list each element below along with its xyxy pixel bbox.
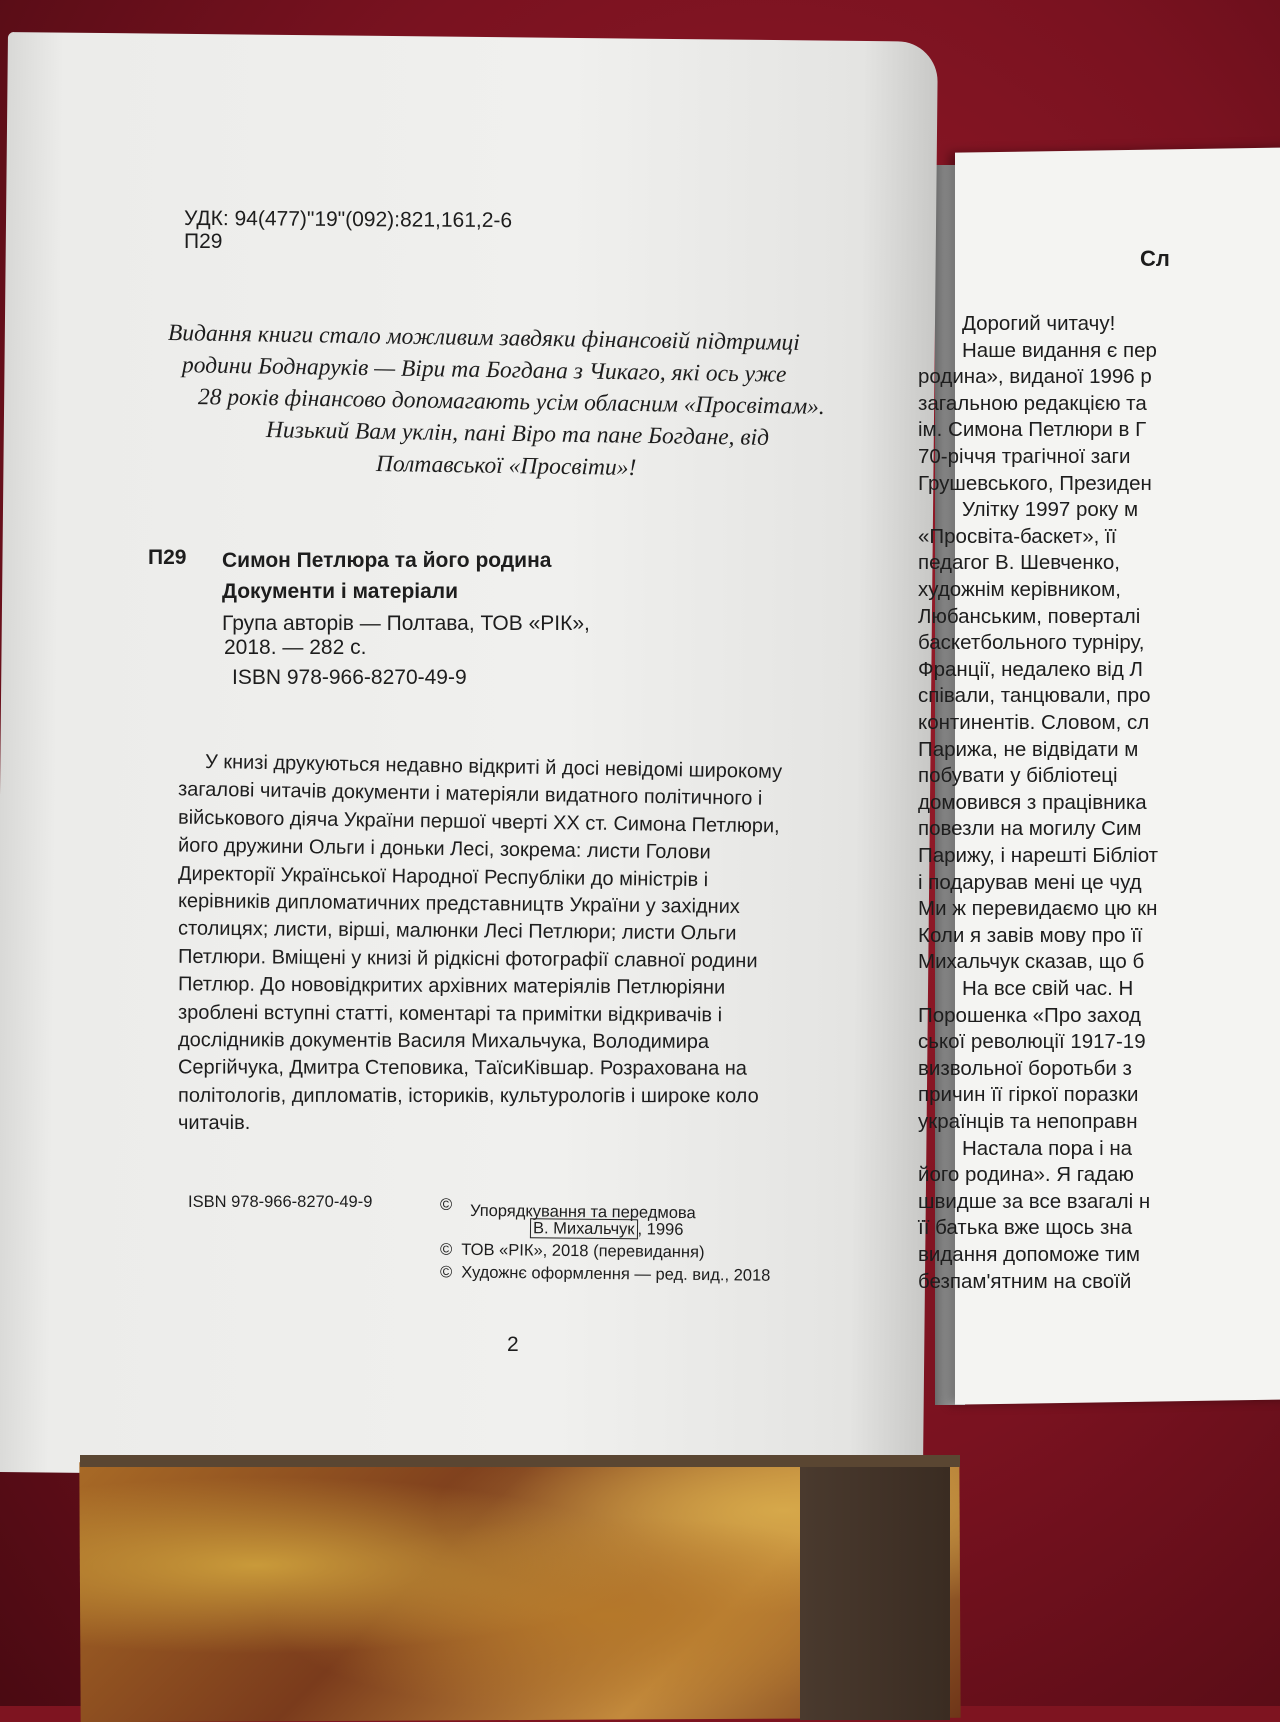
right-page-line: Парижа, не відвідати м: [918, 737, 1139, 761]
right-page-line: Любанським, поверталі: [918, 604, 1141, 628]
annotation-line: загалові читачів документи і матеріяли видатного політичного і: [177, 778, 763, 811]
annotation-line: дослідників документів Василя Михальчука, Володимира: [177, 1029, 710, 1053]
right-page-line: її батька вже щось зна: [918, 1216, 1133, 1240]
right-page-line: континентів. Словом, сл: [918, 711, 1150, 734]
annotation-line: політологів, дипломатів, істориків, культурологів і широке коло: [177, 1084, 759, 1107]
right-page-heading: Сл: [1140, 246, 1170, 271]
copyright-symbol: ©: [439, 1263, 453, 1282]
right-page-line: «Просвіта-баскет», її: [918, 524, 1117, 548]
right-page-line: Грушевського, Президен: [918, 471, 1152, 495]
annotation-line: Директорії Української Народної Республіки до міністрів і: [177, 862, 709, 891]
dedication-line: Низький Вам уклін, пані Віро та пане Богдане, від: [265, 417, 770, 451]
book-authors: Група авторів — Полтава, ТОВ «РІК»,: [222, 612, 590, 635]
right-page-line: На все свій час. Н: [962, 977, 1134, 1000]
author-boxed: В. Михальчук: [530, 1218, 638, 1239]
right-page-line: українців та непоправн: [918, 1110, 1138, 1133]
right-page-line: швидше за все взагалі н: [918, 1189, 1151, 1213]
right-page-line: педагог В. Шевченко,: [918, 551, 1120, 575]
annotation-line: військового діяча України першої чверті XX ст. Симона Петлюри,: [177, 806, 780, 838]
right-page-line: співали, танцювали, про: [918, 684, 1151, 708]
right-page-line: Франції, недалеко від Л: [918, 657, 1143, 681]
right-page-line: ської революції 1917-19: [918, 1030, 1146, 1054]
dedication-line: Полтавської «Просвіти»!: [375, 450, 637, 482]
udk-code: УДК: 94(477)"19"(092):821,161,2-6: [183, 206, 513, 233]
right-page-line: родина», виданої 1996 р: [918, 365, 1152, 389]
right-page-line: Улітку 1997 року м: [962, 498, 1139, 522]
imprint-year: , 1996: [637, 1220, 684, 1239]
annotation-line: читачів.: [177, 1112, 251, 1135]
dedication-line: родини Боднаруків — Віри та Богдана з Чикаго, які ось уже: [181, 352, 787, 388]
annotation-line: його дружини Ольги і доньки Лесі, зокрема: листи Голови: [177, 834, 711, 864]
catalog-code: П29: [148, 546, 187, 569]
right-page-line: безпам'ятним на своїй: [918, 1269, 1132, 1293]
dedication-line: 28 років фінансово допомагають усім обласним «Просвітам».: [197, 384, 826, 420]
right-page-line: Парижу, і нарешті Бібліот: [918, 844, 1159, 867]
imprint-compiler: Упорядкування та передмова: [469, 1201, 696, 1223]
right-page-line: Дорогий читачу!: [962, 312, 1116, 335]
annotation-line: Сергійчука, Дмитра Степовика, ТаїсиКівшар. Розрахована на: [177, 1056, 747, 1080]
right-page-line: причин її гіркої поразки: [918, 1083, 1139, 1107]
right-page-line: повезли на могилу Сим: [918, 817, 1142, 841]
annotation-line: зроблені вступні статті, коментарі та примітки відкривачів і: [177, 1001, 723, 1026]
page-number: 2: [507, 1333, 519, 1356]
right-page-line: художнім керівником,: [918, 578, 1121, 601]
book-cover-edge: [80, 1455, 960, 1467]
right-page-line: домовився з працівника: [918, 790, 1147, 814]
right-page-line: Михальчук сказав, що б: [918, 950, 1145, 974]
dedication-line: Видання книги стало можливим завдяки фінансовій підтримці: [167, 320, 800, 356]
imprint-design: Художнє оформлення — ред. вид., 2018: [461, 1263, 771, 1285]
imprint-publisher: ТОВ «РІК», 2018 (перевидання): [461, 1240, 705, 1262]
right-page-line: видання допоможе тим: [918, 1243, 1141, 1266]
book-spine: [800, 1460, 950, 1720]
right-page-line: Настала пора і на: [962, 1136, 1133, 1160]
right-page-line: визвольної боротьби з: [918, 1056, 1132, 1080]
right-page-line: Наше видання є пер: [962, 338, 1157, 362]
annotation-line: Петлюри. Вміщені у книзі й рідкісні фотографії славної родини: [177, 945, 758, 973]
right-page-line: загальною редакцією та: [918, 391, 1147, 415]
annotation-line: столицях; листи, вірші, малюнки Лесі Петлюри; листи Ольги: [177, 917, 737, 945]
right-page-line: Порошенка «Про заход: [918, 1003, 1141, 1027]
right-page-line: Ми ж перевидаємо цю кн: [918, 897, 1158, 921]
right-page-line: Коли я завів мову про її: [918, 923, 1143, 947]
book-year-pages: 2018. — 282 с.: [224, 636, 367, 659]
book-title: Симон Петлюра та його родина: [222, 549, 552, 572]
book-isbn: ISBN 978-966-8270-49-9: [232, 666, 467, 689]
right-page-line: побувати у бібліотеці: [918, 764, 1118, 788]
annotation-line: Петлюр. До нововідкритих архівних матеріялів Петлюріяни: [177, 973, 726, 999]
right-page-line: 70-річчя трагічної заги: [918, 445, 1131, 468]
book-subtitle: Документи і матеріали: [222, 580, 459, 603]
imprint-isbn: ISBN 978-966-8270-49-9: [188, 1193, 373, 1211]
right-page-line: баскетбольного турніру,: [918, 631, 1145, 655]
annotation-line: керівників дипломатичних представництв України у західних: [177, 890, 740, 918]
annotation-line: У книзі друкуються недавно відкриті й досі невідомі широкому: [204, 750, 783, 784]
copyright-symbol: ©: [440, 1196, 453, 1214]
right-page-line: ім. Симона Петлюри в Г: [918, 418, 1147, 442]
classification-code: П29: [184, 230, 223, 253]
right-page-line: і подарував мені це чуд: [918, 870, 1142, 894]
copyright-symbol: ©: [439, 1240, 453, 1259]
right-page-line: його родина». Я гадаю: [918, 1163, 1134, 1187]
